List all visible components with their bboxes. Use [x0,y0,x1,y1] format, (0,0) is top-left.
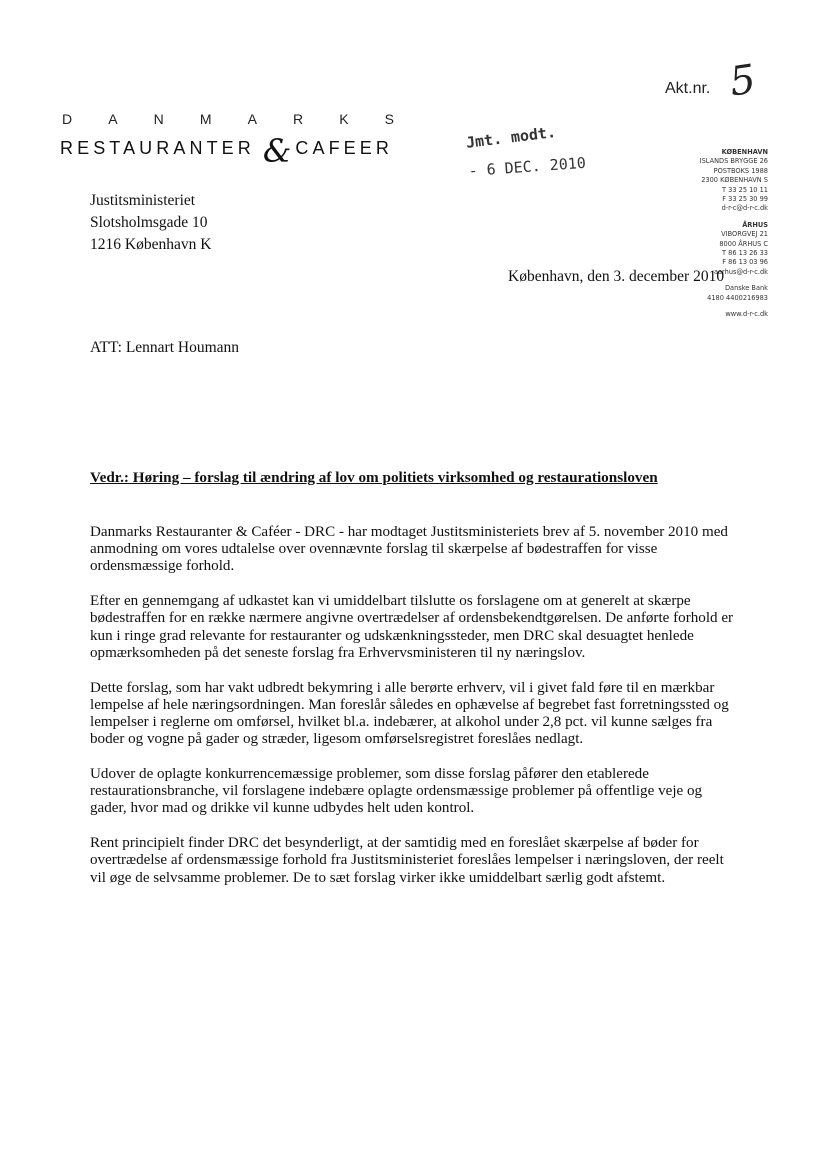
contact-block [628,148,768,320]
contact-line: F 86 13 03 96 [722,258,768,267]
subject-line: Vedr.: Høring – forslag til ændring af lov om politiets virksomhed og restaurationsloven [90,469,658,486]
logo-letter: A [247,111,257,127]
contact-line: VIBORGVEJ 21 [721,230,768,239]
logo-letter: M [199,111,212,127]
recipient-address [90,190,211,256]
received-stamp-date: - 6 DEC. 2010 [468,153,587,180]
body-paragraph: Rent principielt finder DRC det besynderligt, at der samtidig med en foreslået skærpelse af bøder for overtrædelse af ordensmæssige forhold fra Justitsministeriet foreslåes lempelser i næringsloven, der reelt vil øge de selvsamme problemer. De to sæt forslag virker ikke umiddelbart særlig godt afstemt. [90,835,724,886]
logo-letter: S [384,111,394,127]
contact-website: www.d-r-c.dk [725,310,768,319]
contact-email: d-r-c@d-r-c.dk [721,204,768,213]
body-paragraph: Efter en gennemgang af udkastet kan vi umiddelbart tilslutte os forslagene om at generelt at skærpe bødestraffen for en række nærmere angivne overtrædelser af ordensbekendtgørelsen. De anførte forhold er kun i ringe grad relevante for restauranter og udskænkningssteder, men DRC skal desuagtet henlede opmærksomheden på det seneste forslag fra Erhvervsministeren til ny næringslov. [90,593,734,661]
logo-letter: D [62,111,73,127]
letter-date: København, den 3. december 2010 [508,268,725,285]
logo-right-word: CAFEER [295,138,393,158]
akt-number: 5 [726,56,759,106]
logo-ampersand: & [262,132,292,170]
logo-letter: K [339,111,349,127]
contact-line: POSTBOKS 1988 [713,166,768,175]
body-paragraph: Dette forslag, som har vakt udbredt bekymring i alle berørte erhverv, vil i givet fald føre til en mærkbar lempelse af hele næringsordningen. Man foreslår således en ophævelse af begrebet fast forretningssted og lempelser i reglerne om omførsel, hvilket bl.a. indebærer, at alkohol under 2,8 pct. vil kunne sælges fra boder og vogne på gader og stræder, ligesom omførselsregistret foreslåes nedlagt. [90,679,729,748]
contact-city-kobenhavn: KØBENHAVN [721,148,768,156]
recipient-line: 1216 København K [90,236,212,253]
logo-letter: A [108,111,118,127]
akt-label: Akt.nr. [665,80,711,97]
letter-body [90,524,740,904]
contact-line: 2300 KØBENHAVN S [701,176,768,185]
contact-city-arhus: ÅRHUS [742,220,768,229]
contact-line: 8000 ÅRHUS C [719,239,768,248]
received-stamp-label: Jmt. modt. [465,122,557,152]
body-paragraph: Danmarks Restauranter & Caféer - DRC - har modtaget Justitsministeriets brev af 5. november 2010 med anmodning om vores udtalelse over ovennævnte forslag til skærpelse af bødestraffen for visse ordensmæssige forhold. [90,524,728,575]
contact-bank: Danske Bank [724,284,768,293]
logo-left-word: RESTAURANTER [60,138,255,158]
contact-line: F 33 25 30 99 [722,195,768,204]
logo-letterspaced-title [62,111,394,127]
recipient-line: Justitsministeriet [90,192,196,209]
contact-email: aarhus@d-r-c.dk [713,267,768,276]
logo-letter: N [153,111,164,127]
recipient-line: Slotsholmsgade 10 [90,214,208,231]
contact-bank-account: 4180 4400216983 [707,293,768,302]
logo-wordmark [60,132,393,170]
logo-letter: R [293,111,304,127]
contact-line: T 33 25 10 11 [722,185,768,194]
attention-line: ATT: Lennart Houmann [90,339,240,356]
body-paragraph: Udover de oplagte konkurrencemæssige problemer, som disse forslag påfører den etablerede restaurationsbranche, vil forslagene indebære oplagte ordensmæssige problemer på offentlige veje og gader, hvor mad og drikke vil kunne udbydes helt uden kontrol. [90,766,703,817]
contact-line: T 86 13 26 33 [722,249,768,258]
contact-line: ISLANDS BRYGGE 26 [699,157,768,166]
